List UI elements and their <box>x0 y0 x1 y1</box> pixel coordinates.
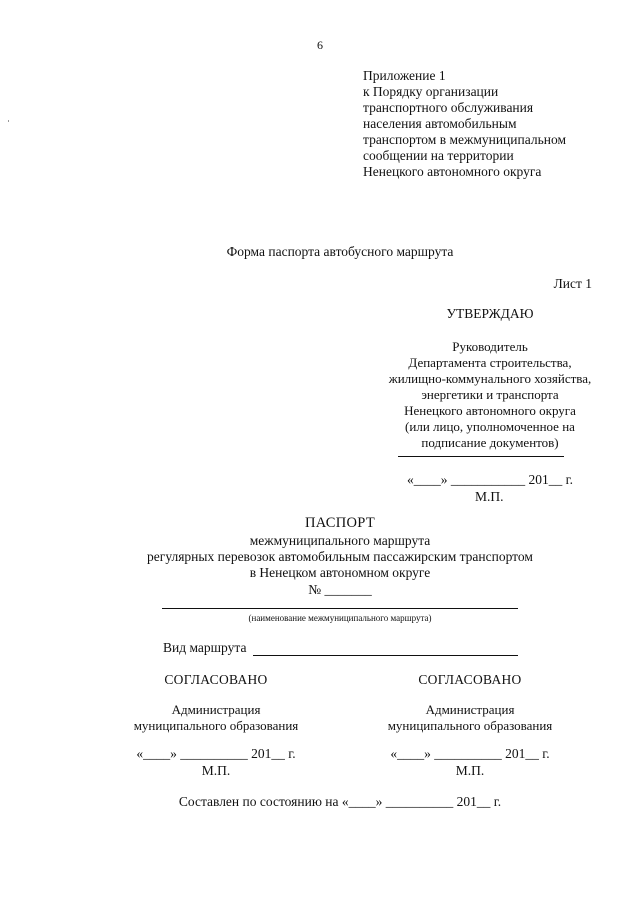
approval-signature-line <box>398 456 564 457</box>
route-type-line <box>253 655 518 656</box>
scan-mark <box>8 120 9 122</box>
page-number: 6 <box>317 38 323 52</box>
agreed-left-line: Администрация <box>171 702 261 717</box>
appendix-line: населения автомобильным <box>363 116 517 131</box>
approval-date: «____» ___________ 201__ г. <box>407 472 574 487</box>
agreed-right-block <box>365 702 575 734</box>
agreed-right-line: Администрация <box>425 702 515 717</box>
compiled-date: Составлен по состоянию на «____» __________ 201__ г. <box>178 794 502 809</box>
appendix-line: Приложение 1 <box>363 68 446 83</box>
appendix-line: сообщении на территории <box>363 148 514 163</box>
approval-stamp-label: М.П. <box>475 489 504 504</box>
route-name-line <box>162 608 518 609</box>
approval-line: жилищно-коммунального хозяйства, <box>388 371 592 386</box>
route-type-label: Вид маршрута <box>163 640 247 655</box>
passport-line: межмуниципального маршрута <box>249 533 431 548</box>
approval-line: Ненецкого автономного округа <box>404 403 576 418</box>
route-name-caption: (наименование межмуниципального маршрута) <box>248 613 432 623</box>
passport-subtitle <box>0 533 640 581</box>
appendix-line: к Порядку организации <box>363 84 499 99</box>
approval-line: (или лицо, уполномоченное на <box>405 419 575 434</box>
agreed-right-line: муниципального образования <box>387 718 553 733</box>
agreed-right-heading: СОГЛАСОВАНО <box>418 672 522 687</box>
appendix-line: транспортом в межмуниципальном <box>363 132 566 147</box>
passport-line: в Ненецком автономном округе <box>249 565 431 580</box>
agreed-right-date: «____» __________ 201__ г. <box>390 746 550 761</box>
approval-line: подписание документов) <box>421 435 559 450</box>
agreed-right-stamp-label: М.П. <box>455 763 485 778</box>
approval-line: Руководитель <box>452 339 528 354</box>
passport-line: регулярных перевозок автомобильным пассажирским транспортом <box>147 549 533 564</box>
appendix-line: Ненецкого автономного округа <box>363 164 542 179</box>
approval-line: энергетики и транспорта <box>421 387 559 402</box>
agreed-left-line: муниципального образования <box>133 718 299 733</box>
approval-heading: УТВЕРЖДАЮ <box>446 306 534 321</box>
form-title: Форма паспорта автобусного маршрута <box>226 244 454 259</box>
agreed-left-block <box>111 702 321 734</box>
agreed-left-date: «____» __________ 201__ г. <box>136 746 296 761</box>
agreed-left-heading: СОГЛАСОВАНО <box>164 672 268 687</box>
passport-title: ПАСПОРТ <box>304 515 376 531</box>
sheet-label: Лист 1 <box>553 276 592 291</box>
appendix-block <box>363 68 566 180</box>
passport-number: № _______ <box>308 582 372 597</box>
appendix-line: транспортного обслуживания <box>363 100 534 115</box>
approval-line: Департамента строительства, <box>408 355 572 370</box>
agreed-left-stamp-label: М.П. <box>201 763 231 778</box>
approval-block <box>385 339 595 451</box>
